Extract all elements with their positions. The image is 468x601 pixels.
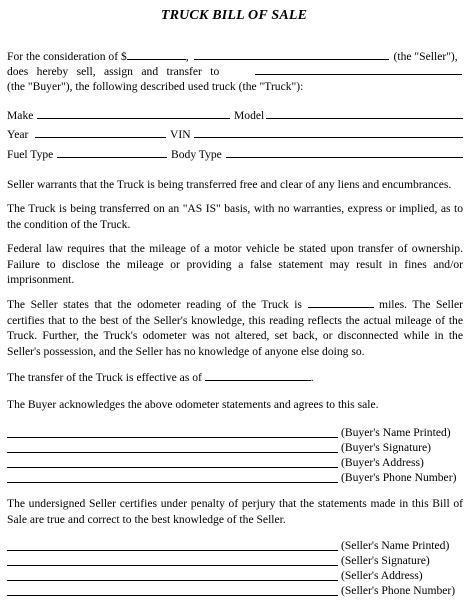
make-field[interactable] (37, 108, 230, 119)
seller-name-field[interactable] (194, 49, 389, 60)
year-field[interactable] (35, 127, 166, 138)
buyer-signature-label: (Buyer's Signature) (341, 441, 431, 454)
buyer-name-label: (Buyer's Name Printed) (341, 426, 451, 439)
year-vin-row (7, 127, 463, 142)
seller-signature-line[interactable] (7, 565, 338, 566)
fuel-type-field[interactable] (57, 147, 167, 158)
seller-name-label: (Seller's Name Printed) (341, 539, 450, 552)
effective-date-line (7, 370, 314, 385)
model-label: Model (234, 109, 265, 122)
vin-label: VIN (170, 128, 191, 141)
body-type-field[interactable] (226, 147, 463, 158)
buyer-signature-line[interactable] (7, 452, 338, 453)
fuel-body-row (7, 147, 463, 162)
year-label: Year (7, 128, 29, 141)
body-type-label: Body Type (171, 148, 222, 161)
vin-field[interactable] (194, 127, 463, 138)
intro-line-1 (7, 49, 458, 64)
buyer-address-label: (Buyer's Address) (341, 456, 424, 469)
odometer-reading-field[interactable] (308, 297, 374, 308)
warranty-paragraph: Seller warrants that the Truck is being transferred free and clear of any liens and encumbrances. (7, 178, 452, 191)
buyer-name-field[interactable] (255, 64, 462, 75)
as-is-paragraph: The Truck is being transferred on an "AS IS" basis, with no warranties, express or implied, as to the condition of the Truck. (7, 202, 463, 231)
document-title: TRUCK BILL OF SALE (160, 8, 308, 23)
seller-address-line[interactable] (7, 580, 338, 581)
fuel-type-label: Fuel Type (7, 148, 54, 161)
seller-signature-label: (Seller's Signature) (341, 554, 430, 567)
buyer-name-line[interactable] (7, 437, 338, 438)
seller-phone-line[interactable] (7, 595, 338, 596)
federal-law-paragraph: Federal law requires that the mileage of a motor vehicle be stated upon transfer of ownership. Failure to disclose the mileage or providing a false statement may result in fines and/or imprisonment. (7, 242, 463, 286)
buyer-phone-label: (Buyer's Phone Number) (341, 471, 457, 484)
transfer-to-label: does hereby sell, assign and transfer to (7, 65, 220, 78)
buyer-address-line[interactable] (7, 467, 338, 468)
make-model-row (7, 108, 463, 123)
seller-name-line[interactable] (7, 550, 338, 551)
odometer-paragraph (7, 297, 463, 359)
make-label: Make (7, 109, 34, 122)
seller-certification-paragraph: The undersigned Seller certifies under penalty of perjury that the statements made in this Bill of Sale are true and correct to the best knowledge of the Seller. (7, 497, 463, 526)
intro-line-3: (the "Buyer"), the following described used truck (the "Truck"): (7, 80, 304, 93)
effective-date-label: The transfer of the Truck is effective as of (7, 371, 202, 384)
period: . (310, 371, 314, 384)
seller-address-label: (Seller's Address) (341, 569, 423, 582)
model-field[interactable] (266, 108, 463, 119)
consideration-label: For the consideration of $ (7, 50, 127, 63)
seller-phone-label: (Seller's Phone Number) (341, 584, 456, 597)
consideration-amount-field[interactable] (127, 49, 186, 60)
effective-date-field[interactable] (205, 370, 311, 381)
buyer-phone-line[interactable] (7, 482, 338, 483)
odometer-text-start: The Seller states that the odometer reading of the Truck is (7, 298, 302, 311)
comma: , (185, 50, 189, 63)
odometer-text-end: miles. The Seller certifies that to the best of the Seller's knowledge, this reading reflects the actual mileage of the Truck. Further, the Truck's odometer was not altered, set back, or disconnected while in the Seller's possession, and the Seller has no knowledge of anyone else doing so. (7, 298, 464, 358)
seller-label: (the "Seller"), (393, 50, 458, 63)
buyer-acknowledgement: The Buyer acknowledges the above odometer statements and agrees to this sale. (7, 398, 379, 411)
intro-line-2 (7, 64, 463, 79)
